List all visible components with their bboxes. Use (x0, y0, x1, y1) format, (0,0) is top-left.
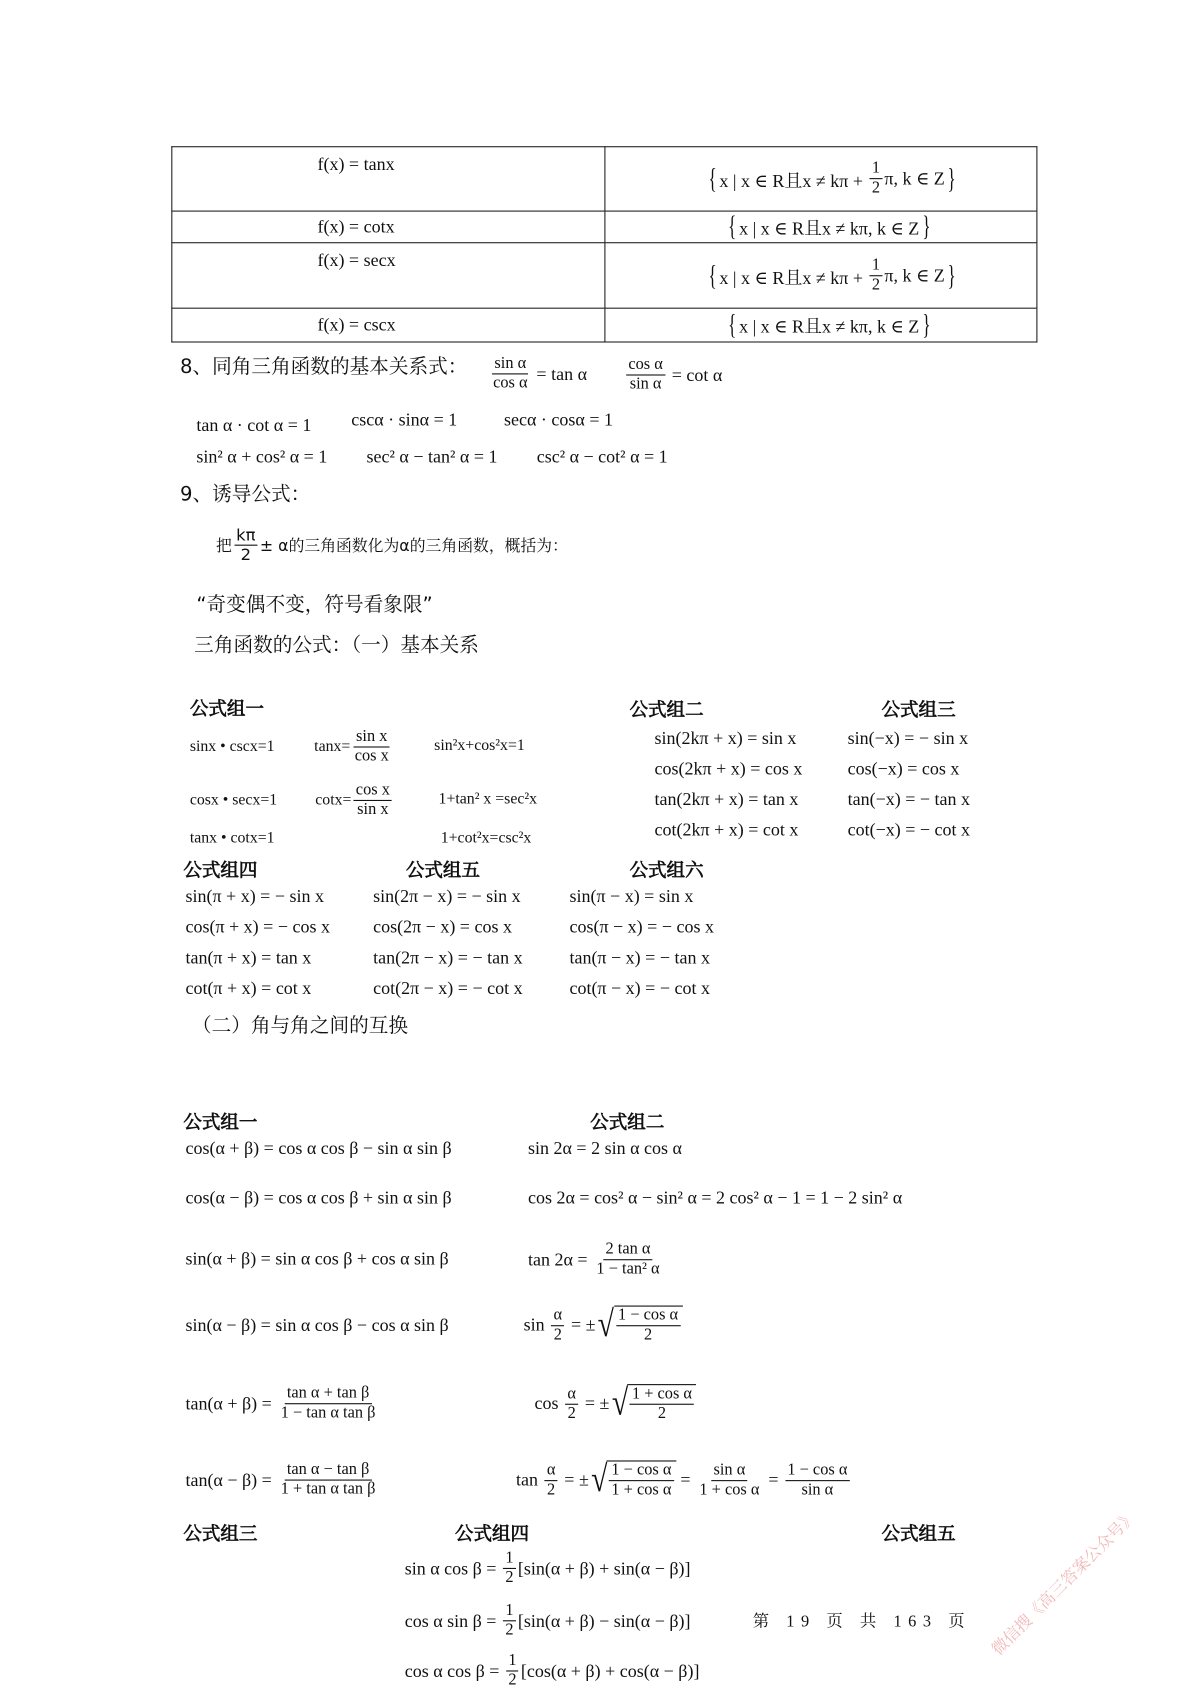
formula (317, 216, 394, 238)
formula-text: sec² α − tan² α = 1 (366, 446, 498, 467)
denominator-box (609, 1481, 673, 1500)
formula-text: cosx • secx=1 (189, 791, 278, 809)
formula-text: tan(2kπ + x) = tan x (654, 788, 799, 810)
fraction (545, 1461, 558, 1500)
formula-text: 把 (215, 538, 232, 556)
brace: } (922, 308, 931, 341)
section-9-title: 9、诱导公式： (179, 483, 311, 507)
brace: { (708, 259, 717, 292)
denominator: 2 (871, 276, 881, 294)
formula (317, 250, 395, 272)
fraction (506, 1652, 519, 1691)
formula (655, 819, 799, 841)
numerator: cos x (355, 781, 390, 799)
denominator-box (355, 801, 391, 820)
radical-sign-icon: √ (597, 1304, 614, 1346)
formula-text: tan 2α = (527, 1249, 593, 1270)
slogan: “奇变偶不变，符号看象限” (196, 593, 433, 617)
formula (725, 211, 932, 244)
numerator: 1 (505, 1549, 514, 1567)
heading: 公式组五 (405, 860, 480, 882)
formula-text: f(x) = secx (317, 249, 396, 271)
formula-text: x | x ∈ R且x ≠ kπ, k ∈ Z (739, 316, 920, 338)
denominator-box (238, 546, 253, 565)
radical-sign-icon: √ (611, 1383, 628, 1424)
denominator: cos x (354, 747, 389, 766)
formula-text: sin(α + β) = sin α cos β + cos α sin β (185, 1247, 449, 1269)
denominator: sin x (357, 801, 389, 819)
formula (367, 446, 498, 468)
numerator: sin α (494, 354, 527, 373)
denominator-box (353, 748, 391, 767)
numerator-box (603, 1241, 652, 1261)
square-root (589, 1460, 676, 1500)
formula-text: tan(π − x) = − tan x (569, 946, 710, 968)
formula (185, 1385, 379, 1424)
formula-text: π, k ∈ Z (884, 265, 945, 286)
denominator-box (799, 1481, 835, 1500)
numerator-box (285, 1385, 372, 1405)
fraction (609, 1462, 673, 1501)
formula (405, 1602, 691, 1641)
square-root (609, 1384, 696, 1424)
formula-text: tan α · cot α = 1 (196, 414, 312, 436)
formula (725, 309, 932, 342)
numerator-box (234, 526, 258, 546)
formula-text: secα · cosα = 1 (503, 409, 613, 430)
formula-text: x | x ∈ R且x ≠ kπ + (719, 267, 868, 288)
formula (405, 1652, 700, 1691)
formula (528, 1187, 902, 1209)
brace: } (922, 210, 931, 243)
denominator: 1 + tan α tan β (280, 1480, 376, 1499)
formula-text: cot(π + x) = cot x (185, 977, 312, 999)
numerator-box (285, 1461, 372, 1481)
formula (373, 916, 512, 938)
numerator: tan α − tan β (286, 1460, 370, 1479)
fraction (353, 728, 391, 767)
part1-title: 三角函数的公式：（一）基本关系 (194, 633, 479, 657)
formula (528, 1138, 682, 1160)
numerator: α (567, 1384, 576, 1403)
denominator: 1 − tan² α (596, 1260, 660, 1278)
fraction (551, 1306, 564, 1345)
denominator: 1 − tan α tan β (280, 1404, 376, 1422)
numerator: 1 (508, 1651, 517, 1670)
formula (373, 886, 521, 908)
formula-text: = (763, 1469, 783, 1491)
denominator-box (642, 1327, 655, 1346)
denominator-box (552, 1326, 565, 1345)
numerator: α (546, 1460, 556, 1479)
fraction (279, 1461, 378, 1500)
fraction (594, 1241, 662, 1280)
fraction (354, 781, 392, 820)
formula-text: sin(2π − x) = − sin x (373, 885, 521, 907)
formula (185, 886, 324, 908)
formula-text: cscα · sinα = 1 (351, 409, 458, 430)
watermark: 微信搜《高三答案公众号》 (987, 1506, 1141, 1660)
formula (373, 977, 523, 999)
numerator: kπ (236, 524, 256, 545)
radicand (607, 1460, 676, 1500)
table-cell (605, 308, 1037, 342)
numerator-box (545, 1461, 558, 1481)
formula-text: tan(−x) = − tan x (847, 788, 971, 810)
formula-text: cot(π − x) = − cot x (569, 977, 710, 999)
formula-text: 1+tan² x =sec²x (438, 790, 538, 808)
numerator-box (626, 356, 665, 376)
numerator-box (506, 1652, 519, 1672)
numerator-box (551, 1306, 564, 1326)
table-cell (605, 243, 1037, 308)
formula-text: [sin(α + β) − sin(α − β)] (517, 1610, 691, 1631)
formula-text: tan(π + x) = tan x (185, 946, 312, 968)
numerator-box (711, 1461, 747, 1481)
formula (848, 819, 970, 841)
formula-text: f(x) = tanx (317, 153, 395, 175)
brace: } (947, 162, 956, 195)
numerator-box (616, 1307, 680, 1327)
denominator-box (279, 1481, 378, 1500)
formula (524, 1306, 683, 1346)
formula (185, 1138, 451, 1160)
denominator-box (656, 1405, 669, 1424)
formula-text: sinx • cscx=1 (189, 737, 275, 756)
formula-text: = ± (559, 1469, 589, 1491)
formula-text: 1+cot²x=csc²x (440, 829, 532, 848)
heading: 公式组三 (183, 1523, 258, 1546)
formula (351, 409, 457, 431)
denominator-box (870, 179, 883, 198)
formula (848, 728, 968, 750)
numerator: 1 − cos α (787, 1460, 848, 1479)
domain-table (171, 146, 1037, 342)
numerator: sin x (356, 727, 388, 746)
table-cell (172, 211, 605, 243)
table-cell (605, 147, 1037, 211)
formula-text: cos 2α = cos² α − sin² α = 2 cos² α − 1 = 1 − 2 sin² α (527, 1186, 903, 1208)
formula (535, 1384, 697, 1424)
formula-text: sin (523, 1314, 550, 1336)
denominator: 2 (508, 1671, 517, 1690)
formula-text: sin(α − β) = sin α cos β − cos α sin β (185, 1314, 449, 1336)
induction-rule (216, 526, 568, 565)
heading: 公式组四 (183, 860, 258, 882)
radicand (614, 1306, 683, 1346)
radicand (628, 1384, 697, 1424)
formula-text: sin(2kπ + x) = sin x (654, 727, 797, 749)
heading: 公式组六 (629, 860, 704, 882)
heading: 公式组三 (881, 699, 956, 722)
numerator-box (785, 1461, 849, 1481)
denominator-box (697, 1481, 761, 1500)
radical-sign-icon: √ (590, 1459, 608, 1500)
formula-text: x | x ∈ R且x ≠ kπ, k ∈ Z (739, 218, 920, 239)
fraction (279, 1385, 378, 1424)
fraction (630, 1385, 694, 1424)
formula-text: cot(2π − x) = − cot x (373, 977, 523, 999)
formula-text: cos(α + β) = cos α cos β − sin α sin β (185, 1137, 452, 1159)
denominator-box (870, 277, 883, 296)
table-cell (172, 147, 605, 211)
denominator: 2 (553, 1325, 562, 1344)
formula-text: cos (534, 1393, 564, 1414)
numerator: sin α (713, 1460, 746, 1479)
numerator: 2 tan α (605, 1240, 651, 1259)
formula (569, 977, 710, 999)
fraction (616, 1307, 680, 1346)
formula-text: = cot α (667, 364, 723, 386)
formula-text: tan(2π − x) = − tan x (373, 946, 523, 968)
formula-text: = tan α (531, 363, 588, 384)
numerator-box (492, 355, 528, 375)
formula (317, 314, 395, 336)
numerator: 1 − cos α (618, 1306, 679, 1325)
formula (190, 738, 275, 757)
formula (537, 446, 668, 468)
formula (655, 758, 803, 780)
formula (317, 154, 394, 176)
denominator-box (565, 1405, 578, 1424)
numerator-box (870, 257, 883, 277)
formula-text: cos(π − x) = − cos x (569, 916, 714, 938)
numerator-box (503, 1549, 516, 1569)
formula-text: csc² α − cot² α = 1 (536, 446, 668, 467)
formula (441, 830, 532, 849)
square-root (595, 1306, 682, 1346)
formula-text: cos(−x) = cos x (847, 758, 960, 779)
formula (655, 789, 799, 811)
numerator-box (503, 1602, 516, 1622)
fraction (234, 526, 258, 565)
formula (624, 356, 722, 395)
formula-text: [sin(α + β) + sin(α − β)] (517, 1557, 691, 1579)
formula-text: sin² α + cos² α = 1 (196, 446, 328, 467)
formula (848, 789, 970, 811)
brace: { (728, 210, 737, 243)
formula-text: f(x) = cscx (317, 314, 396, 335)
formula-text: ± α的三角函数化为α的三角函数，概括为： (259, 538, 568, 556)
heading: 公式组四 (454, 1523, 530, 1546)
formula-text: tanx • cotx=1 (189, 829, 275, 848)
formula (185, 1461, 379, 1500)
numerator: 1 + cos α (631, 1385, 693, 1403)
heading: 公式组二 (590, 1112, 665, 1134)
denominator: 2 (657, 1405, 667, 1423)
fraction (503, 1602, 516, 1641)
formula (185, 1248, 448, 1270)
formula-text: tanx= (314, 737, 351, 756)
denominator: 2 (547, 1480, 556, 1499)
numerator: tan α + tan β (286, 1384, 370, 1403)
formula-text: cotx= (315, 791, 352, 809)
formula-text: sin 2α = 2 sin α cos α (527, 1137, 682, 1159)
denominator-box (279, 1405, 378, 1424)
denominator-box (594, 1261, 662, 1280)
denominator: 2 (240, 544, 252, 565)
formula-text: [cos(α + β) + cos(α − β)] (520, 1660, 700, 1682)
formula (516, 1460, 852, 1500)
formula (848, 758, 960, 780)
formula (185, 916, 330, 938)
numerator-box (354, 728, 390, 748)
fraction (870, 257, 883, 296)
section-8-title: 8、同角三角函数的基本关系式： (179, 355, 468, 379)
formula-text: tan(α − β) = (185, 1469, 277, 1491)
denominator: 1 + cos α (699, 1480, 760, 1499)
formula-text: cos(π + x) = − cos x (185, 916, 330, 938)
formula (314, 728, 393, 767)
fraction (626, 356, 665, 395)
table-cell (172, 243, 605, 308)
formula-text: π, k ∈ Z (884, 167, 945, 189)
numerator: α (553, 1306, 563, 1324)
denominator-box (506, 1672, 519, 1691)
formula-text: sin α cos β = (404, 1557, 501, 1579)
formula (196, 415, 311, 437)
formula (706, 257, 959, 296)
fraction (503, 1549, 516, 1588)
heading: 公式组五 (881, 1523, 956, 1546)
fraction (870, 160, 883, 199)
denominator: 2 (871, 179, 881, 197)
denominator: sin α (801, 1480, 834, 1499)
numerator-box (565, 1385, 578, 1405)
numerator-box (354, 781, 392, 801)
formula (528, 1241, 664, 1280)
heading: 公式组二 (629, 699, 704, 722)
formula-text: sin(π − x) = sin x (569, 885, 694, 907)
formula (315, 781, 394, 820)
formula (405, 1549, 691, 1588)
denominator: 2 (643, 1326, 653, 1344)
formula (196, 446, 327, 468)
formula (655, 728, 797, 750)
fraction (697, 1461, 761, 1500)
fraction (785, 1461, 849, 1500)
formula (190, 830, 275, 849)
formula-text: f(x) = cotx (317, 215, 395, 237)
page-footer: 第 19 页 共 163 页 (752, 1613, 972, 1631)
formula (190, 791, 277, 810)
table-cell (605, 211, 1037, 243)
denominator: 2 (505, 1621, 514, 1640)
formula (569, 916, 714, 938)
denominator: sin α (629, 375, 662, 394)
denominator: cos α (493, 374, 528, 393)
formula-text: tan(α + β) = (185, 1393, 277, 1414)
denominator-box (545, 1481, 558, 1500)
denominator-box (503, 1569, 516, 1588)
numerator: 1 (505, 1601, 514, 1620)
formula-text: = ± (566, 1314, 596, 1336)
part2-title: （二）角与角之间的互换 (191, 1014, 408, 1038)
formula-text: tan (515, 1469, 543, 1491)
formula (706, 160, 959, 199)
brace: { (728, 308, 737, 341)
formula (569, 886, 693, 908)
formula-text: = (675, 1469, 696, 1491)
numerator: cos α (628, 355, 663, 374)
formula-text: x | x ∈ R且x ≠ kπ + (719, 170, 868, 191)
formula (373, 947, 523, 969)
formula-text: sin(π + x) = − sin x (185, 885, 324, 907)
denominator: 2 (567, 1404, 576, 1422)
formula-text: cot(−x) = − cot x (847, 819, 971, 840)
formula (185, 1187, 451, 1209)
fraction (565, 1385, 578, 1424)
denominator-box (628, 376, 664, 395)
denominator-box (491, 375, 530, 394)
brace: { (708, 162, 717, 195)
formula (185, 1315, 448, 1337)
formula (569, 947, 710, 969)
numerator: 1 (871, 159, 881, 177)
denominator: 1 + cos α (611, 1481, 672, 1499)
heading: 公式组一 (183, 1112, 258, 1134)
formula (434, 737, 525, 756)
denominator-box (503, 1622, 516, 1641)
denominator: 2 (505, 1569, 514, 1587)
formula-text: cos(2π − x) = cos x (373, 916, 512, 938)
formula-text: cos(α − β) = cos α cos β + sin α sin β (185, 1186, 452, 1208)
numerator-box (630, 1385, 694, 1405)
formula (185, 977, 311, 999)
formula-text: sin(−x) = − sin x (847, 727, 969, 749)
brace: } (947, 259, 956, 292)
fraction (491, 355, 530, 394)
numerator: 1 − cos α (611, 1461, 672, 1479)
formula (185, 947, 311, 969)
numerator-box (609, 1462, 673, 1482)
numerator-box (870, 160, 883, 180)
heading: 公式组一 (189, 698, 264, 721)
formula (439, 790, 537, 809)
formula-text: cos(2kπ + x) = cos x (654, 758, 803, 779)
numerator: 1 (871, 256, 881, 275)
formula-text: cos α sin β = (404, 1610, 501, 1631)
formula-text: cos α cos β = (404, 1660, 504, 1682)
formula-text: sin²x+cos²x=1 (434, 736, 525, 755)
formula (504, 409, 613, 431)
table-cell (172, 308, 605, 342)
formula-text: = ± (580, 1393, 610, 1414)
formula (489, 355, 587, 394)
formula-text: cot(2kπ + x) = cot x (654, 819, 799, 840)
